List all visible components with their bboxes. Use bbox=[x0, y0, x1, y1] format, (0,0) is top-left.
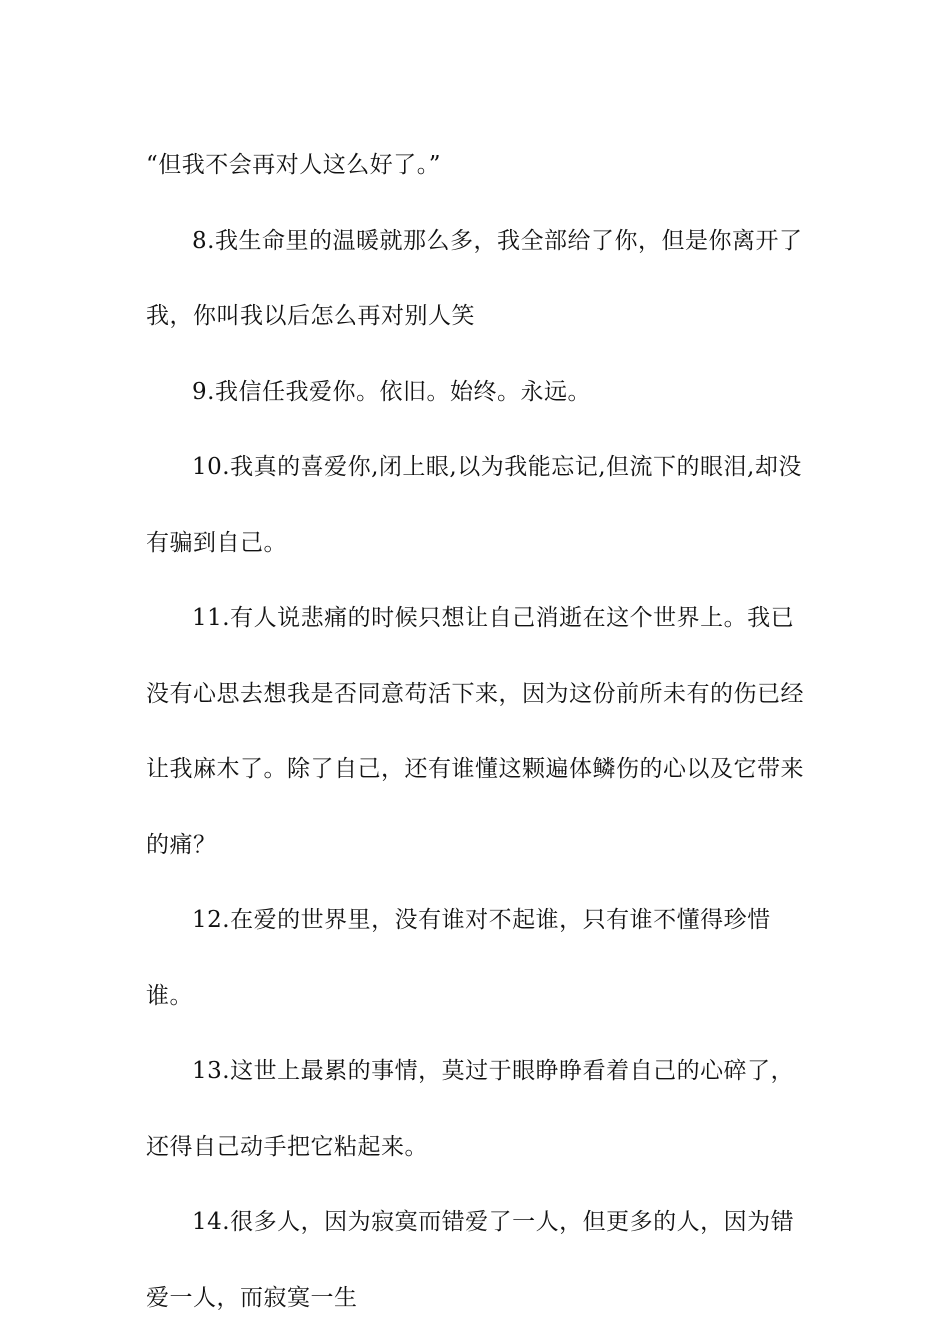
paragraph-10: 10.我真的喜爱你,闭上眼,以为我能忘记,但流下的眼泪,却没有骗到自己。 bbox=[146, 454, 802, 556]
paragraph-9: 9.我信任我爱你。依旧。始终。永远。 bbox=[192, 378, 591, 405]
paragraph-11: 11.有人说悲痛的时候只想让自己消逝在这个世界上。我已没有心思去想我是否同意苟活下来，因为这份前所未有的伤已经让我麻木了。除了自己，还有谁懂这颗遍体鳞伤的心以及它带来的痛？ bbox=[146, 605, 804, 858]
paragraph-8: 8.我生命里的温暖就那么多，我全部给了你，但是你离开了我，你叫我以后怎么再对别人笑 bbox=[146, 227, 803, 329]
paragraph-continuation: “但我不会再对人这么好了。” bbox=[146, 152, 442, 178]
paragraph-13: 13.这世上最累的事情，莫过于眼睁睁看着自己的心碎了，还得自己动手把它粘起来。 bbox=[146, 1058, 795, 1160]
paragraph-12: 12.在爱的世界里，没有谁对不起谁，只有谁不懂得珍惜谁。 bbox=[146, 907, 771, 1009]
paragraph-14: 14.很多人，因为寂寞而错爱了一人，但更多的人，因为错爱一人，而寂寞一生 bbox=[146, 1209, 795, 1311]
document-body bbox=[146, 128, 810, 1336]
